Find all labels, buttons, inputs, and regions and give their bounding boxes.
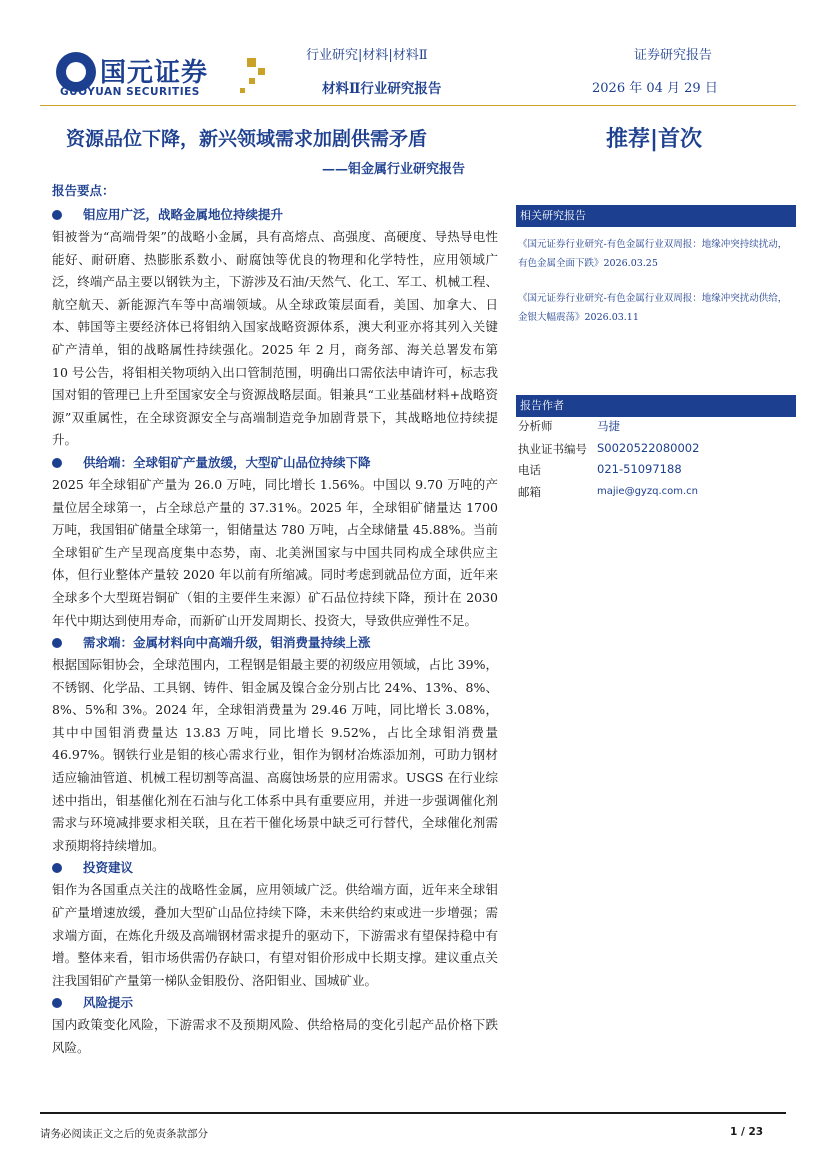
- report-subtitle: ——钼金属行业研究报告: [322, 162, 466, 177]
- section-body: 钼作为各国重点关注的战略性金属，应用领域广泛。供给端方面，近年来全球钼矿产量增速放缓，叠加大型矿山品位持续下降，未来供给约束或进一步增强；需求端方面，在炼化升级及高端钢材需求提升的驱动下，下游需求有望保持稳中有增。整体来看，钼市场供需仍存缺口，有望对钼价形成中长期支撑。建议重点关注我国钼矿产量第一梯队金钼股份、洛阳钼业、国城矿业。: [52, 882, 498, 988]
- report-kind: 证券研究报告: [634, 48, 713, 63]
- section-heading: 需求端：金属材料向中高端升级，钼消费量持续上涨: [52, 632, 498, 654]
- section-heading: 钼应用广泛，战略金属地位持续提升: [52, 204, 498, 226]
- phone-number: 021-51097188: [597, 462, 682, 476]
- section-heading: 风险提示: [52, 992, 498, 1014]
- bullet-icon: [52, 998, 62, 1008]
- section-body: 国内政策变化风险，下游需求不及预期风险、供给格局的变化引起产品价格下跌风险。: [52, 1017, 498, 1055]
- email-label: 邮箱: [518, 485, 541, 499]
- section-body: 2025 年全球钼矿产量为 26.0 万吨，同比增长 1.56%。中国以 9.70 万吨的产量位居全球第一，占全球总产量的 37.31%。2025 年，全球钼矿储量达 1700 万吨，我国钼矿储量全球第一，钼储量达 780 万吨，占全球储量 45.88%。当前全球钼矿生产呈现高度集中态势，南、北美洲国家与中国共同构成全球供应主体，但行业整体产量较 2020 年以前有所缩减。同时考虑到就品位方面，近年来全球多个大型斑岩铜矿（钼的主要伴生来源）矿石品位持续下降，预计在 2030 年代中期达到使用寿命，而新矿山开发周期长、投资大，导致供应弹性不足。: [52, 476, 498, 628]
- author-heading: 报告作者: [516, 395, 796, 417]
- summary-heading: 报告要点：: [52, 183, 115, 198]
- section-body: 根据国际钼协会，全球范围内，工程钢是钼最主要的初级应用领域，占比 39%，不锈钢、化学品、工具钢、铸件、钼金属及镍合金分别占比 24%、13%、8%、8%、5%和 3%。2024 年，全球钼消费量为 29.46 万吨，同比增长 3.08%，其中中国钼消费量达 13.83 万吨，同比增长 9.52%，占比全球钼消费量 46.97%。钢铁行业是钼的核心需求行业，钼作为钢材冶炼添加剂，可助力钢材适应输油管道、机械工程切割等高温、高腐蚀场景的应用需求。USGS 在行业综述中指出，钼基催化剂在石油与化工体系中具有重要应用，并进一步强调催化剂需求与环境减排要求相关联，且在若干催化场景中缺乏可行替代，全球催化剂需求预期将持续增加。: [52, 657, 498, 853]
- sector-report-label: 材料Ⅱ行业研究报告: [322, 81, 442, 97]
- logo-square-icon: [258, 68, 265, 75]
- bullet-icon: [52, 210, 62, 220]
- related-report-link[interactable]: 《国元证券行业研究-有色金属行业双周报：地缘冲突扰动供给，金银大幅震荡》2026.03.11: [518, 293, 788, 323]
- bullet-icon: [52, 458, 62, 468]
- report-date: 2026 年 04 月 29 日: [592, 81, 718, 96]
- header-divider: [40, 105, 796, 106]
- analyst-label: 分析师: [518, 419, 553, 433]
- cert-label: 执业证书编号: [518, 442, 587, 456]
- logo-english-name: GUOYUAN SECURITIES: [60, 86, 200, 98]
- logo-square-icon: [249, 78, 255, 84]
- logo-chinese-name: 国元证券: [100, 58, 209, 88]
- footer-divider: [40, 1112, 786, 1114]
- bullet-icon: [52, 863, 62, 873]
- email-link[interactable]: majie@gyzq.com.cn: [597, 486, 698, 497]
- analyst-name: 马捷: [597, 419, 620, 433]
- related-research-heading: 相关研究报告: [516, 205, 796, 227]
- footer-disclaimer: 请务必阅读正文之后的免责条款部分: [40, 1128, 208, 1140]
- report-category: 行业研究|材料|材料Ⅱ: [306, 48, 428, 63]
- bullet-icon: [52, 638, 62, 648]
- logo-square-icon: [240, 88, 245, 93]
- section-body: 钼被誉为“高端骨架”的战略小金属，具有高熔点、高强度、高硬度、导热导电性能好、耐研磨、热膨胀系数小、耐腐蚀等优良的物理和化学特性，应用领域广泛，终端产品主要以钢铁为主，下游涉及石油/天然气、化工、军工、机械工程、航空航天、新能源汽车等中高端领域。从全球政策层面看，美国、加拿大、日本、韩国等主要经济体已将钼纳入国家战略资源体系，澳大利亚亦将其列入关键矿产清单，钼的战略属性持续强化。2025 年 2 月，商务部、海关总署发布第 10 号公告，将钼相关物项纳入出口管制范围，明确出口需依法申请许可，标志我国对钼的管理已上升至国家安全与资源战略层面。钼兼具“工业基础材料+战略资源”双重属性，在全球资源安全与高端制造竞争加剧背景下，其战略地位持续提升。: [52, 229, 498, 448]
- logo-square-icon: [247, 58, 256, 67]
- report-summary: [52, 182, 498, 1060]
- section-heading: 供给端：全球钼矿产量放缓，大型矿山品位持续下降: [52, 452, 498, 474]
- related-report-link[interactable]: 《国元证券行业研究-有色金属行业双周报：地缘冲突持续扰动，有色金属全面下跌》2026.03.25: [518, 239, 788, 269]
- cert-number: S0020522080002: [597, 441, 700, 455]
- page-number: 1 / 23: [730, 1126, 764, 1138]
- phone-label: 电话: [518, 463, 541, 477]
- rating-badge: 推荐|首次: [606, 127, 703, 152]
- section-heading: 投资建议: [52, 857, 498, 879]
- report-title: 资源品位下降，新兴领域需求加剧供需矛盾: [66, 128, 428, 150]
